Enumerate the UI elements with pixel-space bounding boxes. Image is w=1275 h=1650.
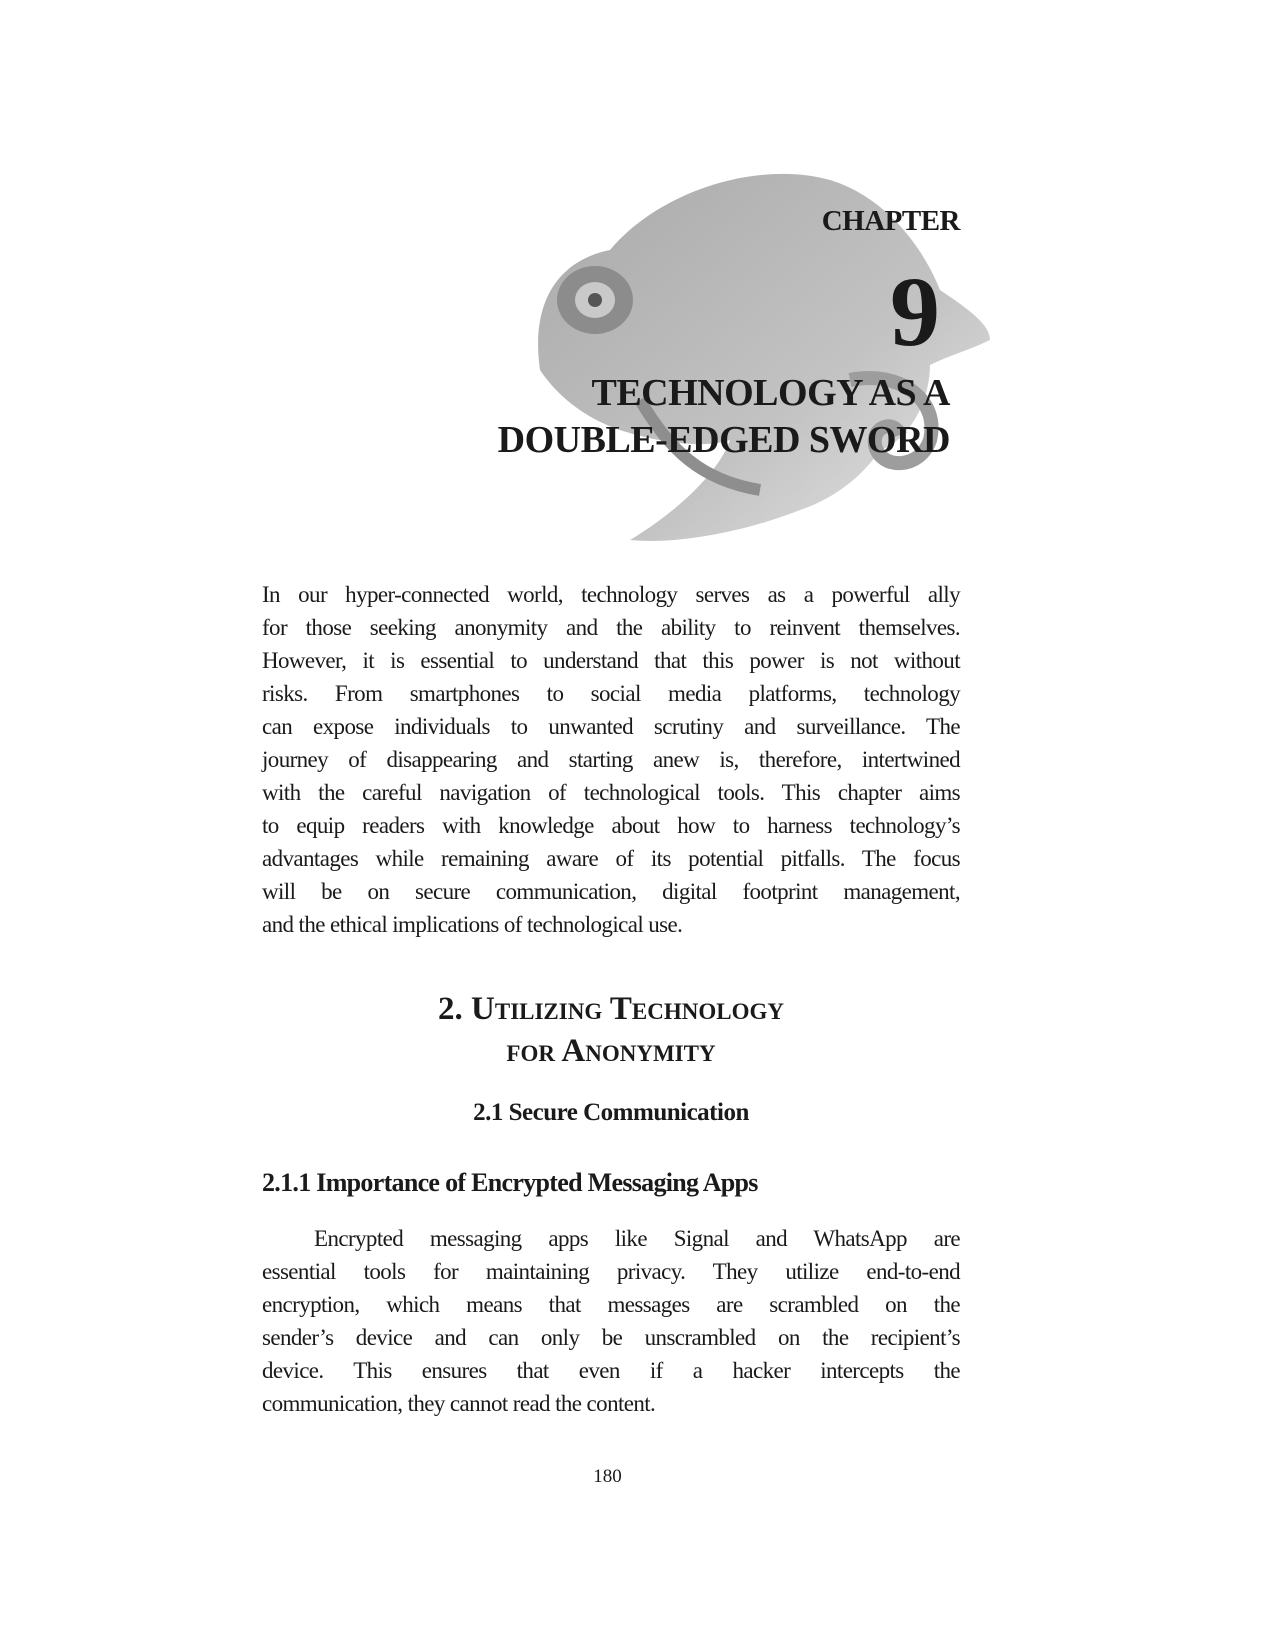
- text-line: and the ethical implications of technological use.: [262, 912, 683, 937]
- text-line: with the careful navigation of technological tools. This chapter aims: [262, 780, 960, 805]
- text-line: can expose individuals to unwanted scrutiny and surveillance. The: [262, 714, 960, 739]
- chapter-title-line: TECHNOLOGY AS A: [591, 372, 950, 414]
- text-line: device. This ensures that even if a hacker intercepts the: [262, 1358, 960, 1383]
- text-line: will be on secure communication, digital footprint management,: [262, 879, 960, 904]
- chapter-title-line: DOUBLE-EDGED SWORD: [497, 419, 950, 461]
- text-line: essential tools for maintaining privacy. They utilize end-to-end: [262, 1259, 960, 1284]
- text-line: risks. From smartphones to social media platforms, technology: [262, 681, 960, 706]
- text-line: advantages while remaining aware of its potential pitfalls. The focus: [262, 846, 960, 871]
- chapter-number: 9: [890, 256, 940, 367]
- chapter-label: CHAPTER: [821, 205, 960, 237]
- text-line: journey of disappearing and starting anew is, therefore, intertwined: [262, 747, 960, 772]
- intro-paragraph: [262, 578, 960, 941]
- text-line: sender’s device and can only be unscrambled on the recipient’s: [262, 1325, 960, 1350]
- body-paragraph: [262, 1222, 960, 1420]
- subsubsection-heading: 2.1.1 Importance of Encrypted Messaging Apps: [262, 1168, 758, 1197]
- text-line: In our hyper-connected world, technology serves as a powerful ally: [262, 582, 960, 607]
- text-line: encryption, which means that messages are scrambled on the: [262, 1292, 960, 1317]
- section-heading: [262, 988, 960, 1072]
- text-line: to equip readers with knowledge about how to harness technology’s: [262, 813, 960, 838]
- page-number: 180: [593, 1466, 622, 1487]
- chapter-title: [498, 370, 950, 464]
- text-line: communication, they cannot read the content.: [262, 1391, 656, 1416]
- text-line: However, it is essential to understand that this power is not without: [262, 648, 960, 673]
- text-line: Encrypted messaging apps like Signal and WhatsApp are: [314, 1226, 960, 1251]
- subsection-heading: 2.1 Secure Communication: [473, 1099, 749, 1126]
- section-heading-line: 2. Utilizing Technology: [438, 991, 784, 1027]
- section-heading-line: for Anonymity: [506, 1033, 716, 1069]
- text-line: for those seeking anonymity and the ability to reinvent themselves.: [262, 615, 960, 640]
